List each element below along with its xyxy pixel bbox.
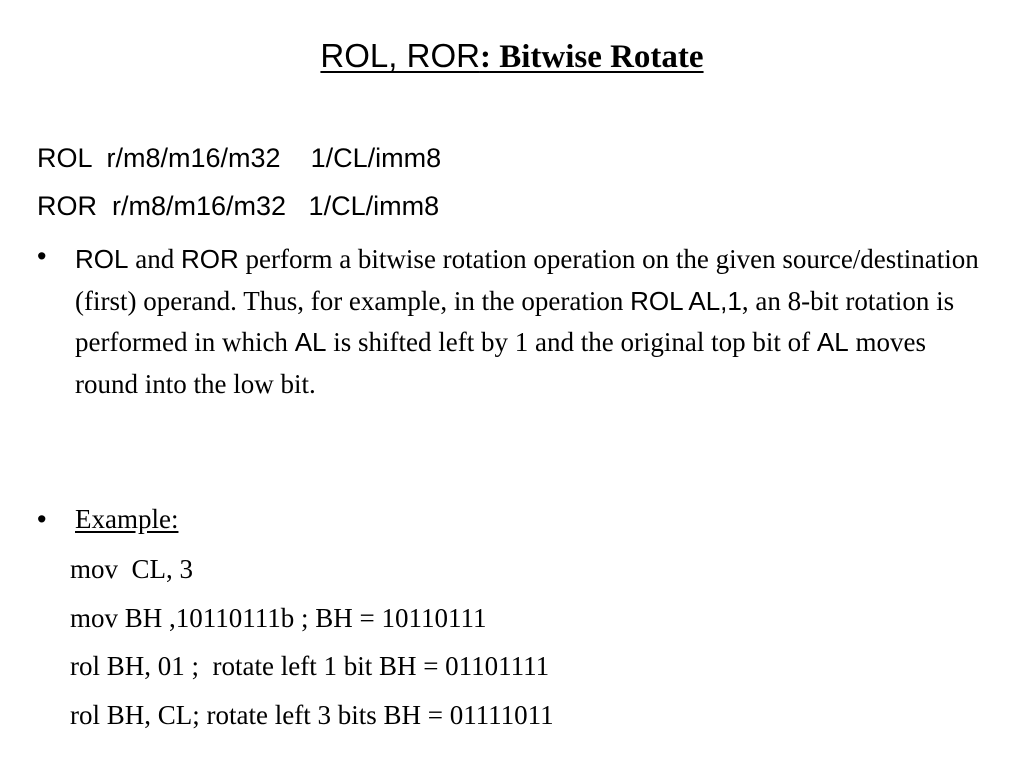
example-label: Example: xyxy=(75,504,179,534)
title-mnemonics: ROL, ROR xyxy=(320,37,480,74)
register-al-2: AL xyxy=(816,327,849,357)
syntax-line-ror: ROR r/m8/m16/m32 1/CL/imm8 xyxy=(37,191,440,221)
syntax-line-rol: ROL r/m8/m16/m32 1/CL/imm8 xyxy=(37,143,442,173)
register-al-1: AL xyxy=(294,327,327,357)
word-and: and xyxy=(135,244,175,274)
bullet-dot: • xyxy=(37,241,47,271)
slide-title-underlined xyxy=(320,39,703,75)
description-text-1: perform a bitwise rotation operation on the given source/destination (first) operand. Thus, for example, in the operation xyxy=(75,244,979,316)
description-text-3: is shifted left by 1 and the original top bit of xyxy=(333,327,811,357)
description-text-4: moves round into the low bit. xyxy=(75,327,926,399)
code-line: mov BH ,10110111b ; BH = 10110111 xyxy=(70,603,487,633)
title-suffix: : Bitwise Rotate xyxy=(479,39,704,75)
description-paragraph xyxy=(75,239,995,405)
code-line: rol BH, 01 ; rotate left 1 bit BH = 01101111 xyxy=(70,651,550,681)
bullet-dot: • xyxy=(37,504,47,534)
mnemonic-rol: ROL xyxy=(75,244,129,274)
code-example-inline: ROL AL,1 xyxy=(630,285,742,316)
slide-title xyxy=(0,36,1024,77)
code-line: rol BH, CL; rotate left 3 bits BH = 01111011 xyxy=(70,700,554,730)
description-text-2: , an 8-bit rotation is performed in which xyxy=(75,285,955,357)
code-line: mov CL, 3 xyxy=(70,554,194,584)
mnemonic-ror: ROR xyxy=(180,244,239,274)
